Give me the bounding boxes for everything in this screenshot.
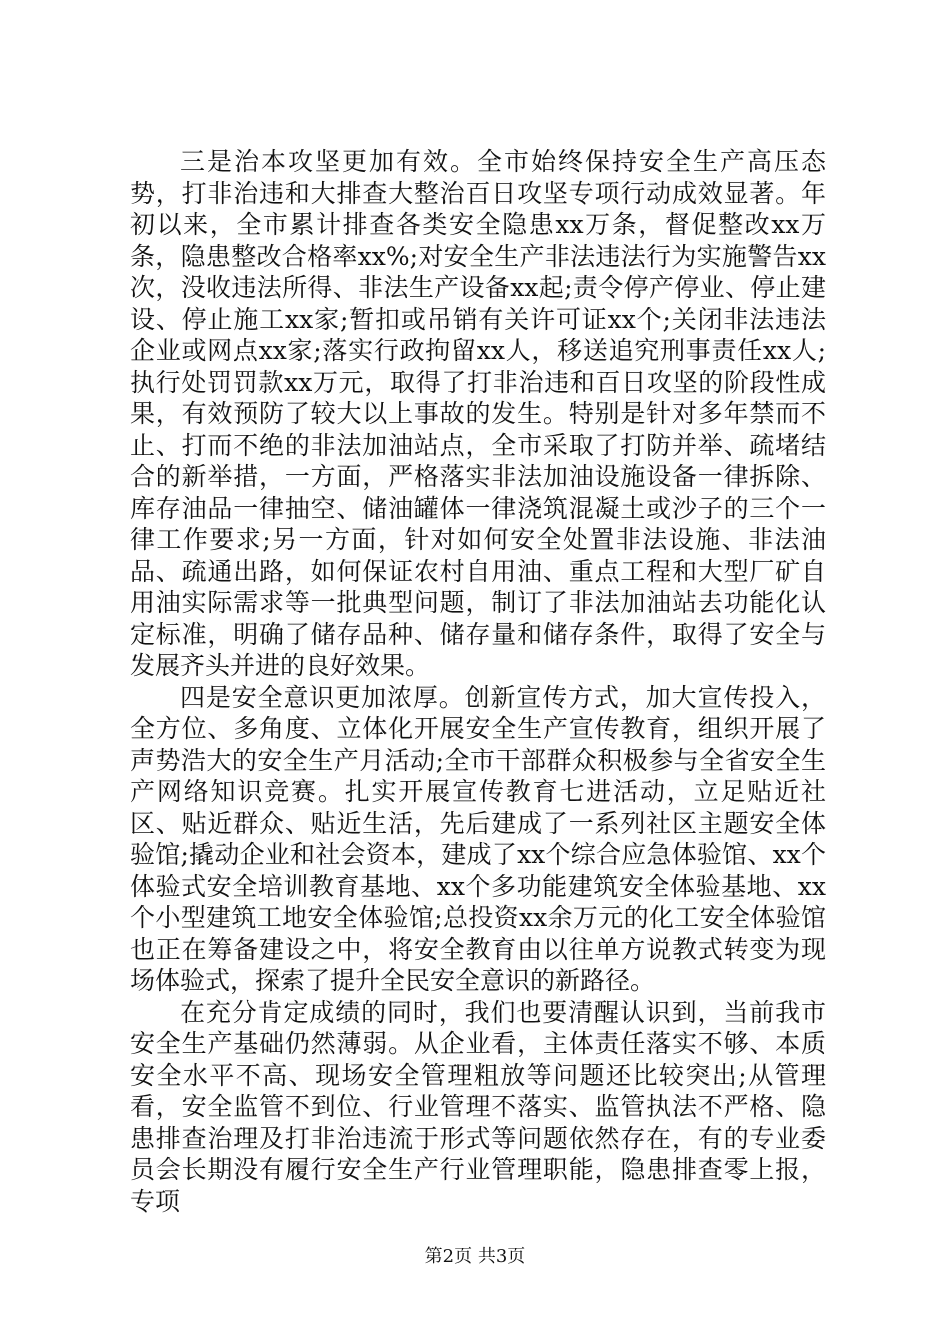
paragraph-problems: 在充分肯定成绩的同时，我们也要清醒认识到，当前我市安全生产基础仍然薄弱。从企业看，主体责任落实不够、本质安全水平不高、现场安全管理粗放等问题还比较突出;从管理看，安全监管不到位、行业管理不落实、监管执法不严格、隐患排查治理及打非治违流于形式等问题依然存在，有的专业委员会长期没有履行安全生产行业管理职能，隐患排查零上报，专项 <box>130 997 826 1216</box>
paragraph-safety-awareness: 四是安全意识更加浓厚。创新宣传方式，加大宣传投入，全方位、多角度、立体化开展安全生产宣传教育，组织开展了声势浩大的安全生产月活动;全市干部群众积极参与全省安全生产网络知识竞赛。扎实开展宣传教育七进活动，立足贴近社区、贴近群众、贴近生活，先后建成了一系列社区主题安全体验馆;撬动企业和社会资本，建成了xx个综合应急体验馆、xx个体验式安全培训教育基地、xx个多功能建筑安全体验基地、xx个小型建筑工地安全体验馆;总投资xx余万元的化工安全体验馆也正在筹备建设之中，将安全教育由以往单方说教式转变为现场体验式，探索了提升全民安全意识的新路径。 <box>130 682 826 995</box>
document-body <box>130 146 826 1217</box>
paragraph-governance: 三是治本攻坚更加有效。全市始终保持安全生产高压态势，打非治违和大排查大整治百日攻坚专项行动成效显著。年初以来，全市累计排查各类安全隐患xx万条，督促整改xx万条，隐患整改合格率xx%;对安全生产非法违法行为实施警告xx次，没收违法所得、非法生产设备xx起;责令停产停业、停止建设、停止施工xx家;暂扣或吊销有关许可证xx个;关闭非法违法企业或网点xx家;落实行政拘留xx人，移送追究刑事责任xx人;执行处罚罚款xx万元，取得了打非治违和百日攻坚的阶段性成果，有效预防了较大以上事故的发生。特别是针对多年禁而不止、打而不绝的非法加油站点，全市采取了打防并举、疏堵结合的新举措，一方面，严格落实非法加油设施设备一律拆除、库存油品一律抽空、储油罐体一律浇筑混凝土或沙子的三个一律工作要求;另一方面，针对如何安全处置非法设施、非法油品、疏通出路，如何保证农村自用油、重点工程和大型厂矿自用油实际需求等一批典型问题，制订了非法加油站去功能化认定标准，明确了储存品种、储存量和储存条件，取得了安全与发展齐头并进的良好效果。 <box>130 147 826 680</box>
page-footer: 第2页 共3页 <box>424 1246 526 1267</box>
